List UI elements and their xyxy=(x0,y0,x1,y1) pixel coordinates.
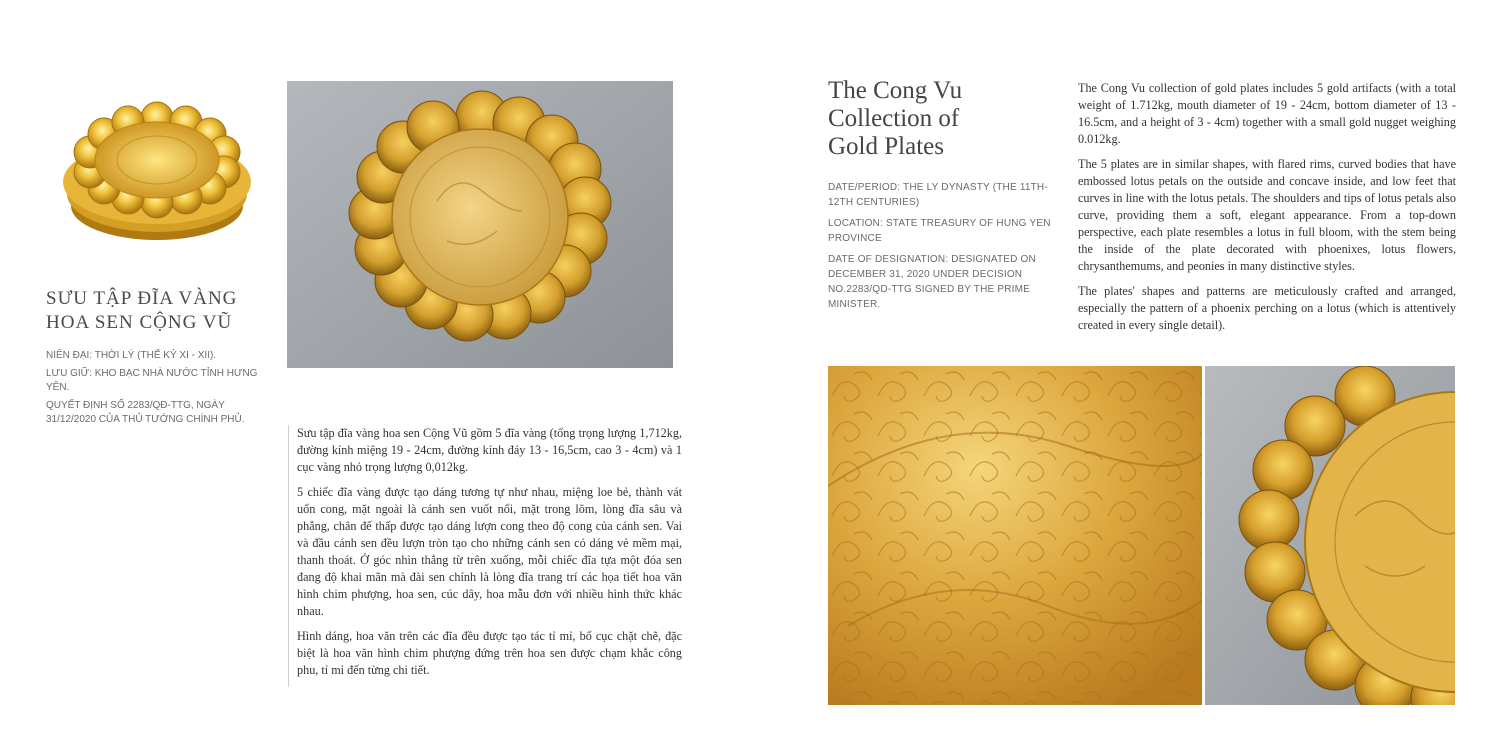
vietnamese-title-line-1: SƯU TẬP ĐĨA VÀNG xyxy=(46,288,238,309)
vietnamese-decision: QUYẾT ĐỊNH SỐ 2283/QĐ-TTG, NGÀY 31/12/2020 CỦA THỦ TƯỚNG CHÍNH PHỦ. xyxy=(46,400,245,425)
english-designation: DATE OF DESIGNATION: DESIGNATED ON DECEMBER 31, 2020 UNDER DECISION NO.2283/QD-TTG SIGNED BY THE PRIME MINISTER. xyxy=(828,254,1036,310)
english-period: DATE/PERIOD: THE LY DYNASTY (THE 11TH-12TH CENTURIES) xyxy=(828,182,1048,208)
plate-side-photo xyxy=(1205,366,1455,705)
engraving-detail-photo xyxy=(828,366,1202,705)
english-paragraph-2: The 5 plates are in similar shapes, with flared rims, curved bodies that have embossed lotus petals on the outside and concave inside, and low feet that curves in line with the lotus petals. The shoulders and tips of lotus petals also curve, providing them a soft, elegant appearance. From a top-down perspective, each plate resembles a lotus in full bloom, with the stem being the inside of the plate decorated with phoenixes, lotus flowers, chrysanthemums, and peonies in many distinctive styles. xyxy=(1078,157,1456,273)
vietnamese-title xyxy=(46,287,276,335)
vietnamese-period: NIÊN ĐẠI: THỜI LÝ (THẾ KỶ XI - XII). xyxy=(46,350,217,361)
english-metadata xyxy=(828,180,1063,318)
vietnamese-body xyxy=(288,425,682,687)
english-title-line-1: The Cong Vu xyxy=(828,77,963,104)
english-title-line-3: Gold Plates xyxy=(828,133,944,160)
english-title xyxy=(828,77,1048,161)
english-body xyxy=(1078,80,1456,342)
vietnamese-paragraph-2: 5 chiếc đĩa vàng được tạo dáng tương tự như nhau, miệng loe bẻ, thành vát uốn cong, mặt ngoài là cánh sen vuốt nổi, mặt trong lõm, lòng đĩa sâu và phẳng, chân đế thấp được tạo dáng lượn cong theo độ cong của cánh sen. Vai và đầu cánh sen đều lượn tròn tạo cho những cánh sen có dáng vẻ mềm mại, thanh thoát. Ở góc nhìn thẳng từ trên xuống, mỗi chiếc đĩa tựa một đóa sen đang độ khai mãn mà đài sen chính là lòng đĩa trang trí các họa tiết hoa văn hình chim phượng, hoa sen, cúc dây, hoa mẫu đơn với nhiều hình thức khác nhau. xyxy=(297,485,682,618)
english-title-line-2: Collection of xyxy=(828,105,960,132)
vietnamese-metadata xyxy=(46,349,276,431)
stacked-plates-illustration xyxy=(46,76,268,246)
vietnamese-paragraph-3: Hình dáng, hoa văn trên các đĩa đều được tạo tác tỉ mỉ, bố cục chặt chẽ, đặc biệt là hoa văn hình chim phượng đứng trên hoa sen được chạm khắc công phu, tỉ mỉ đến từng chi tiết. xyxy=(297,629,682,677)
english-location: LOCATION: STATE TREASURY OF HUNG YEN PROVINCE xyxy=(828,218,1051,244)
plate-side-illustration xyxy=(1205,366,1455,705)
engraving-illustration xyxy=(828,366,1202,705)
vietnamese-title-line-2: HOA SEN CỘNG VŨ xyxy=(46,312,233,333)
english-paragraph-1: The Cong Vu collection of gold plates includes 5 gold artifacts (with a total weight of 1.712kg, mouth diameter of 19 - 24cm, bottom diameter of 13 - 16.5cm, and a height of 3 - 4cm) together with a small gold nugget weighing 0.012kg. xyxy=(1078,81,1456,146)
vietnamese-location: LƯU GIỮ: KHO BẠC NHÀ NƯỚC TỈNH HƯNG YÊN. xyxy=(46,368,258,393)
english-paragraph-3: The plates' shapes and patterns are meticulously crafted and arranged, especially the pattern of a phoenix perching on a lotus (which is attentively created in every single detail). xyxy=(1078,284,1456,332)
large-plate-photo xyxy=(287,81,673,368)
stacked-plates-photo xyxy=(46,76,268,246)
vietnamese-paragraph-1: Sưu tập đĩa vàng hoa sen Cộng Vũ gồm 5 đĩa vàng (tổng trọng lượng 1,712kg, đường kính miệng 19 - 24cm, đường kính đáy 13 - 16,5cm, cao 3 - 4cm) và 1 cục vàng nhỏ trọng lượng 0,012kg. xyxy=(297,426,682,474)
lotus-plate-illustration xyxy=(287,81,673,368)
